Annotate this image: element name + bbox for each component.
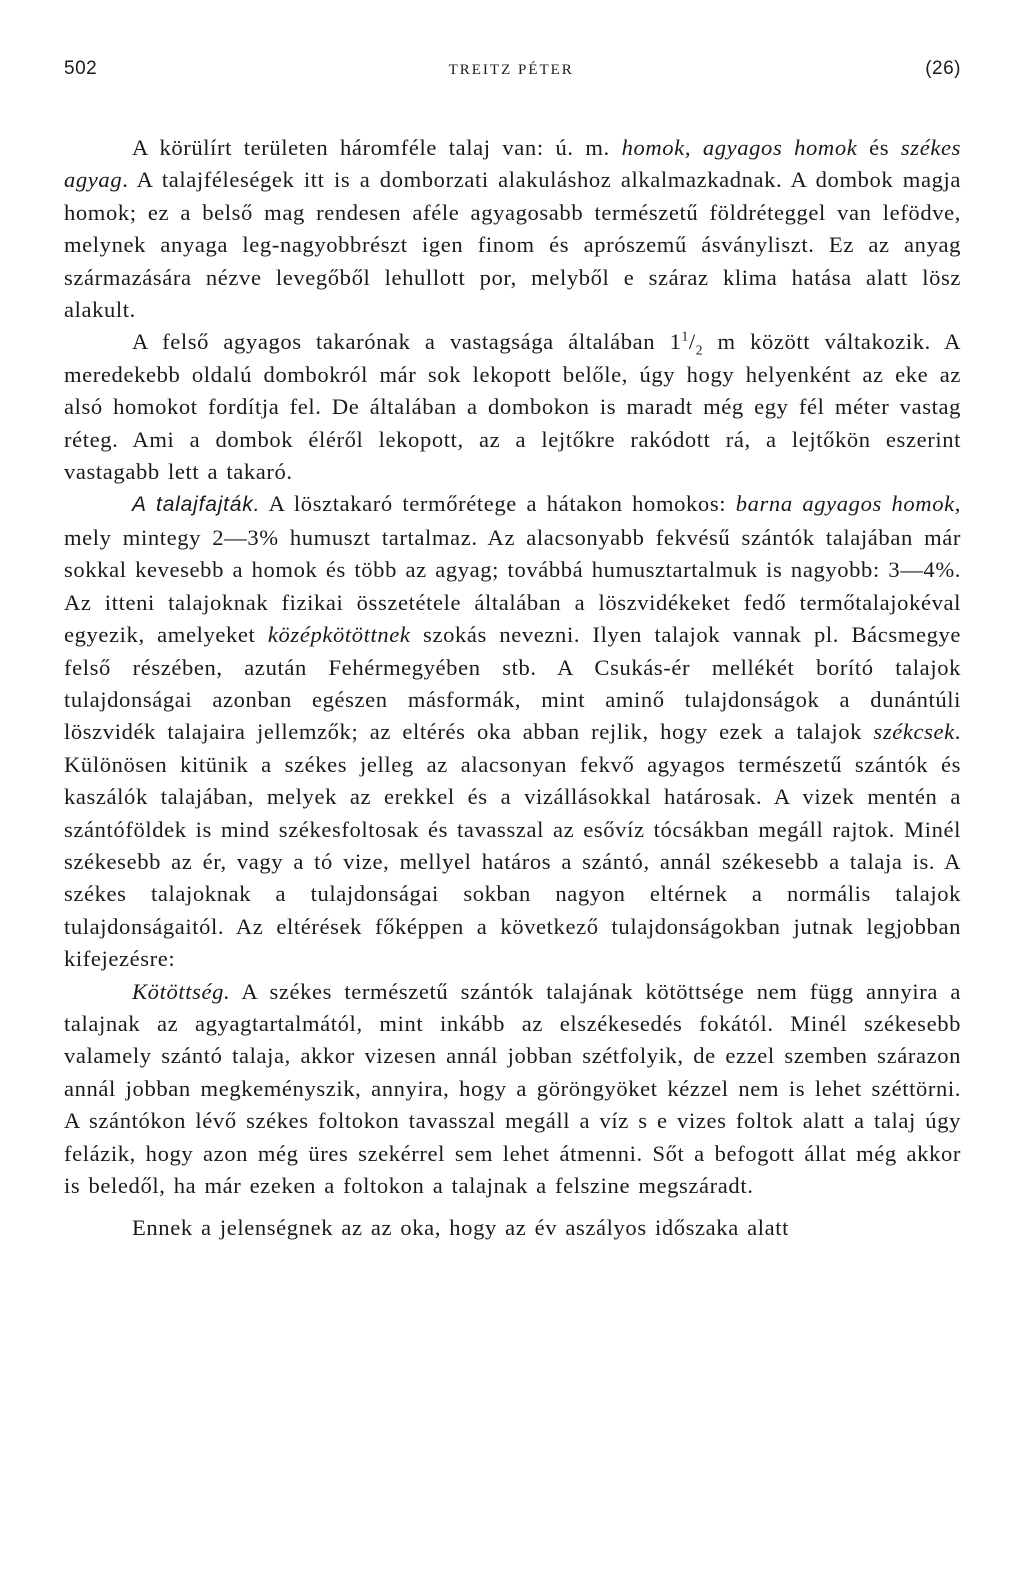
text-run: A székes természetű szántók talajának kötöttsége nem függ annyira a talajnak az agyagtartalmától, mint inkább az elszékesedés fokától. Minél székesebb valamely szántó talaja, akkor vizesen annál jobban szétfolyik, de ezzel szemben szárazon annál jobban megkeményszik, annyira, hogy a göröngyöket kézzel nem is lehet széttörni. A szántókon lévő székes foltokon tavasszal megáll a víz s e vizes foltok alatt a talaj úgy felázik, hogy azon még üres szekérrel sem lehet átmenni. Sőt a befogott állat még akkor is beledől, ha már ezeken a foltokon a talajnak a felszine megszáradt.	[64, 978, 961, 1198]
paragraph-3	[64, 488, 961, 975]
paragraph-5	[64, 1212, 961, 1244]
paragraph-4	[64, 976, 961, 1203]
text-run: A lösztakaró termőrétege a hátakon homokos:	[260, 491, 736, 517]
italic-term: középkötöttnek	[267, 622, 411, 648]
paragraph-2	[64, 326, 961, 488]
text-run: A körülírt területen háromféle talaj van: ú. m.	[132, 135, 622, 160]
italic-term: székcsek	[873, 719, 955, 745]
page-number: 502	[64, 58, 98, 79]
text-run: és	[857, 135, 901, 160]
body-text	[64, 132, 961, 1245]
text-run: A felső agyagos takarónak a vastagsága általában 1	[132, 329, 682, 355]
paragraph-1	[64, 132, 961, 326]
italic-term: barna agyagos homok	[735, 491, 955, 517]
italic-term: homok, agyagos homok	[621, 135, 858, 160]
italic-subheading: Kötöttség.	[132, 978, 231, 1004]
fraction-denominator: 2	[695, 342, 704, 358]
text-run: m között váltakozik. A meredekebb oldalú dombokról már sok lekopott belőle, úgy hogy helyenként az eke az alsó homokot fordítja fel. De általában a dombokon is maradt még egy fél méter vastag réteg. Ami a dombok éléről lekopott, az a lejtőkre rakódott rá, a lejtőkön eszerint vastagabb lett a takaró.	[64, 329, 961, 485]
running-title: TREITZ PÉTER	[448, 62, 574, 78]
text-run: , mely mintegy 2—3% humuszt tartalmaz. Az alacsonyabb fekvésű szántók talajában már sokkal kevesebb a homok és több az agyag; továbbá humusztartalmuk is nagyobb: 3—4%. Az itteni talajoknak fizikai összetétele általában a löszvidékeket fedő termőtalajokéval egyezik, amelyeket	[64, 491, 961, 648]
text-run: szokás nevezni. Ilyen talajok vannak pl. Bácsmegye felső részében, azután Fehérmegyében stb. A Csukás-ér mellékét borító talajok tulajdonságai azonban egészen másformák, mint aminő tulajdonságok a dunántúli löszvidék talajaira jellemzők; az eltérés oka abban rejlik, hogy ezek a talajok	[64, 622, 961, 745]
text-run: . Különösen kitünik a székes jelleg az alacsonyan fekvő agyagos természetű szántók és kaszálók talajában, melyek az erekkel és a vizállásokkal határosak. A vizek mentén a szántóföldek is mind székesfoltosak és tavasszal az esővíz tócsákban megáll rajtok. Minél székesebb az ér, vagy a tó vize, mellyel határos a szántó, annál székesebb a talaja is. A székes talajoknak a tulajdonságai sokban nagyon eltérnek a normális talajok tulajdonságaitól. Az eltérések főképpen a következő tulajdonságokban jutnak legjobban kifejezésre:	[64, 719, 961, 972]
section-number: (26)	[925, 58, 961, 79]
text-run: Ennek a jelenségnek az az oka, hogy az év aszályos időszaka alatt	[132, 1215, 789, 1241]
book-page	[64, 58, 961, 1245]
italic-term: székes agyag	[64, 135, 961, 193]
text-run: . A talajféleségek itt is a domborzati alakuláshoz alkalmazkadnak. A dombok magja homok; ez a belső mag rendesen aféle agyagosabb természetű földréteggel van lefödve, melynek anyaga leg-nagyobbrészt igen finom és aprószemű ásványliszt. Ez az anyag származására nézve levegőből lehullott por, melyből e száraz klima hatása alatt lösz alakult.	[64, 167, 961, 323]
fraction-slash: /	[688, 329, 696, 355]
fraction-numerator: 1	[681, 328, 689, 344]
section-heading: A talajfajták.	[132, 493, 261, 517]
running-head	[64, 58, 961, 80]
